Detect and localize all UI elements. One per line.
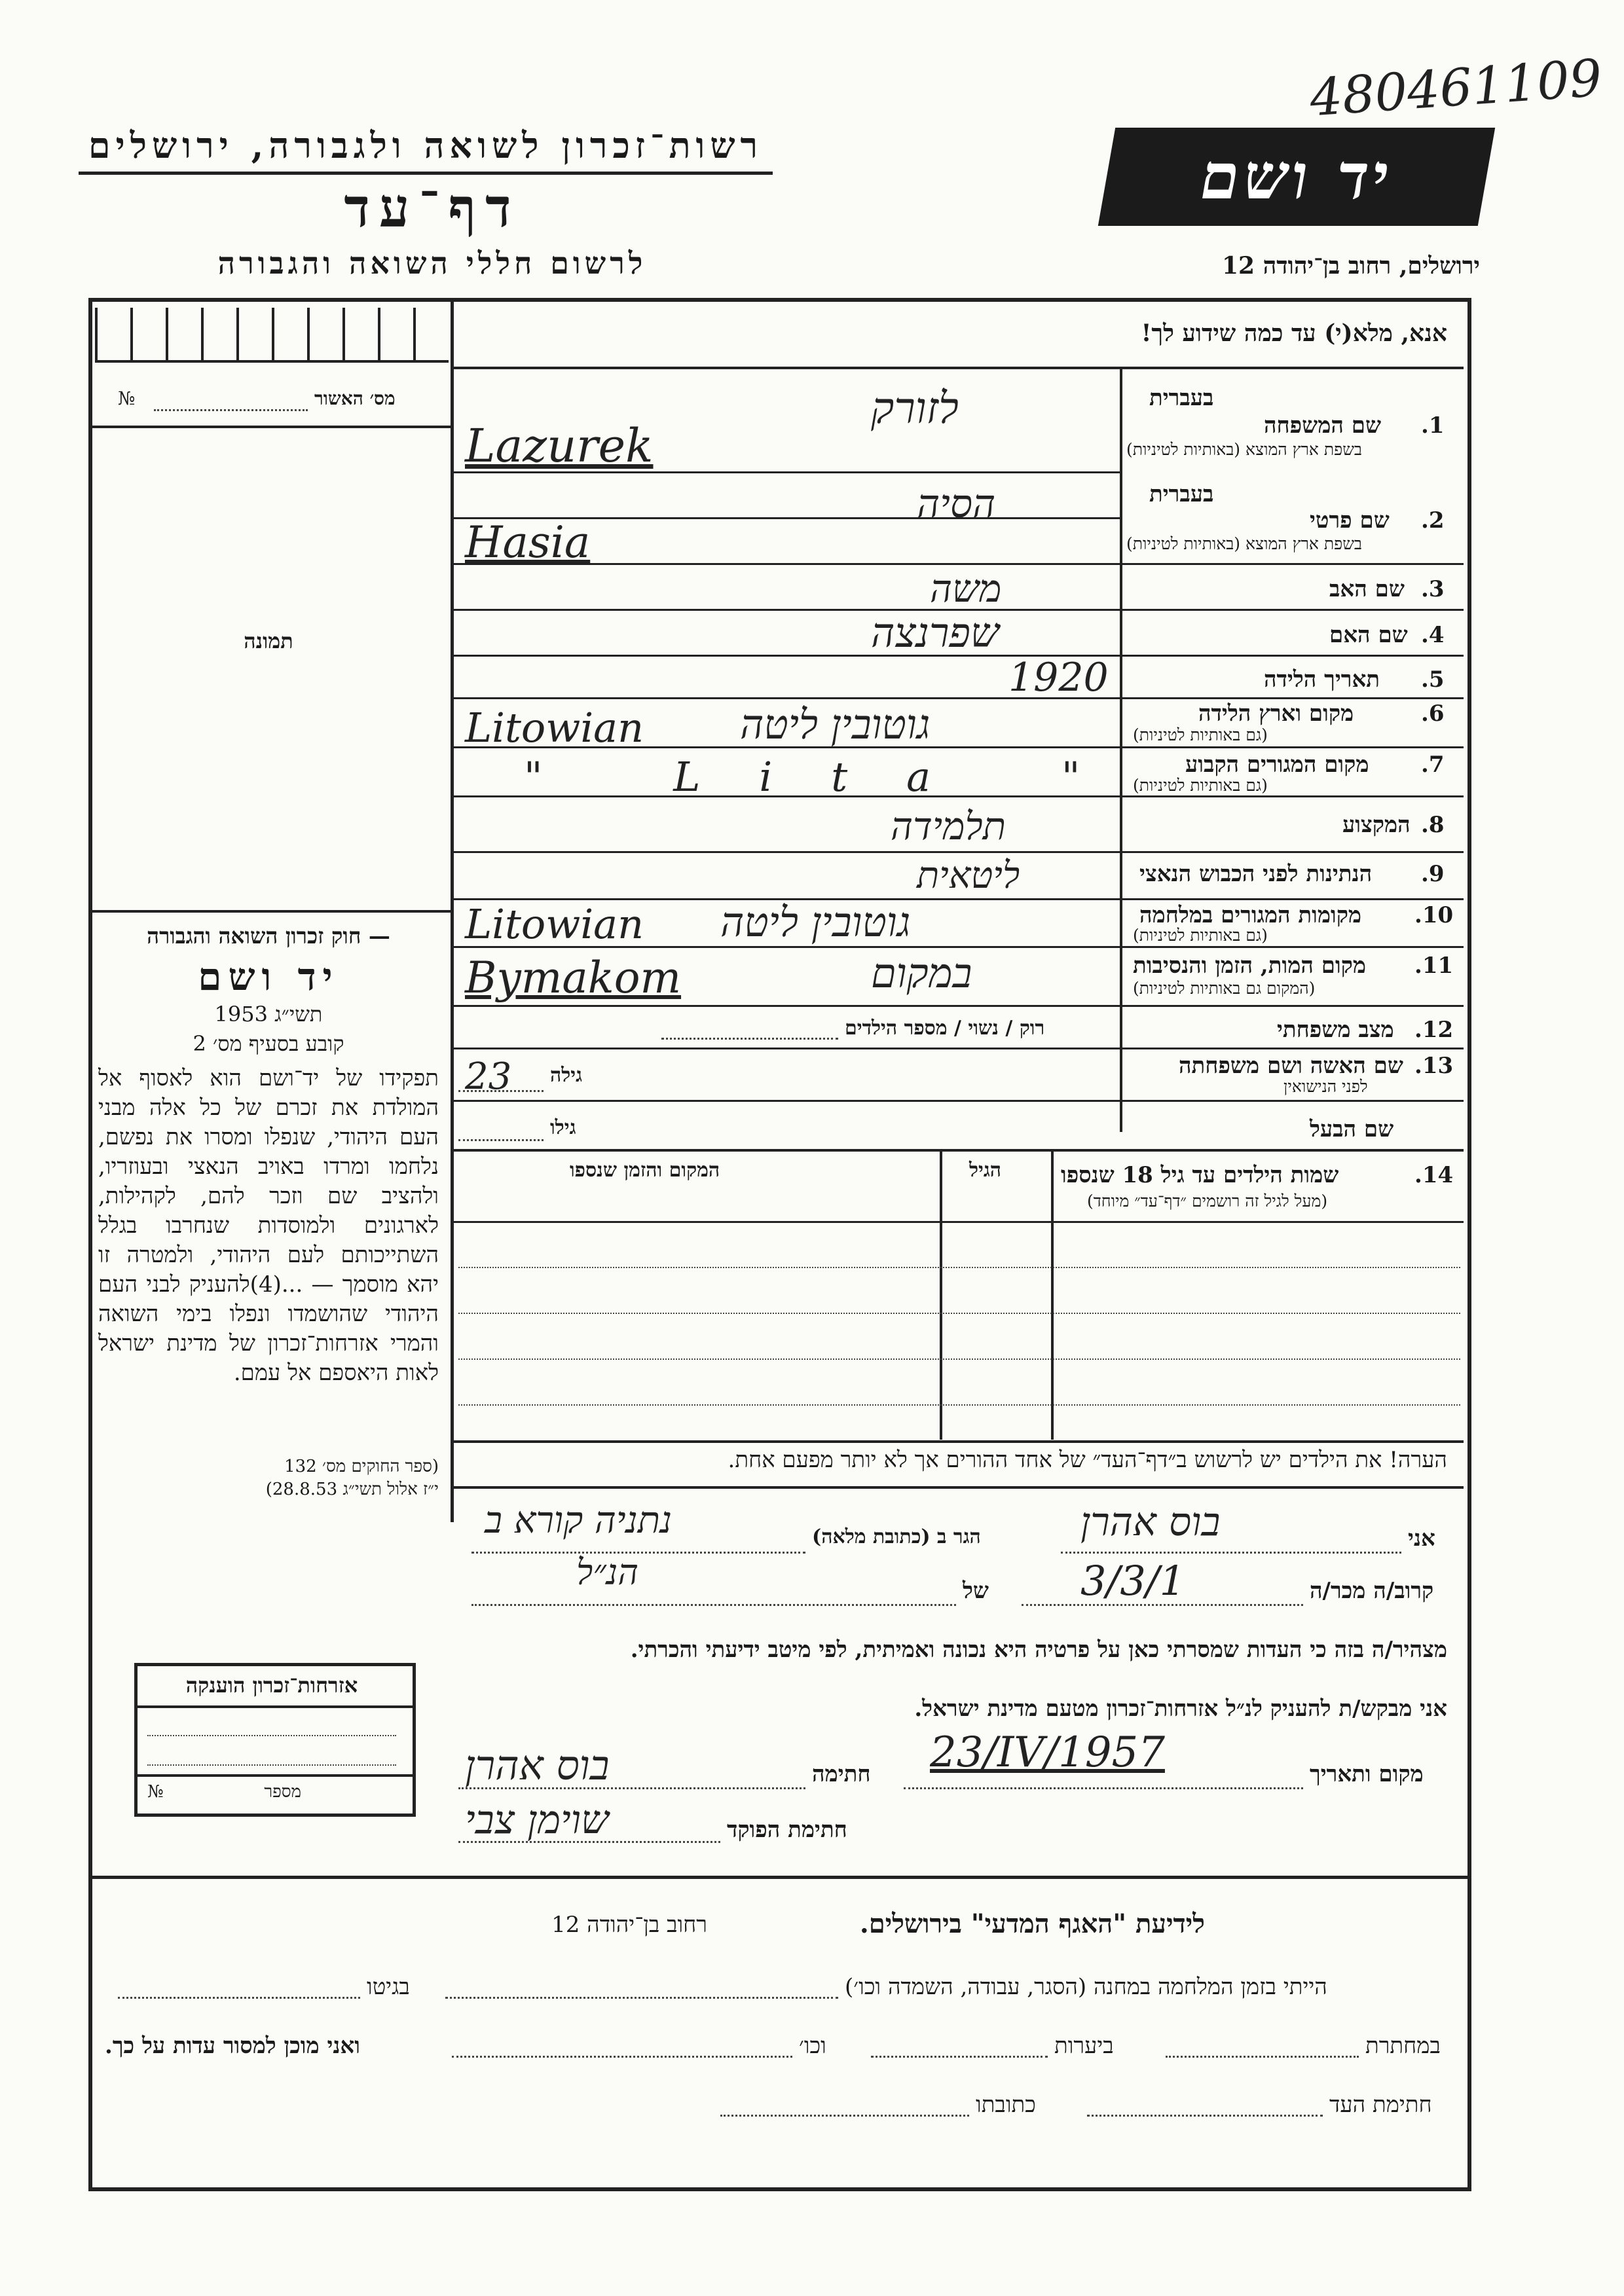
decl-place-date-label: מקום ותאריך bbox=[1310, 1761, 1424, 1787]
field-9-label: הנתינות לפני הכבוש הנאצי bbox=[1139, 861, 1373, 887]
approval-no-label: מס׳ האשור bbox=[314, 388, 396, 409]
field-2-sub: בשפת ארץ המוצא (באותיות לטיניות) bbox=[1126, 534, 1362, 553]
info-line2-b: ביערות bbox=[1054, 2033, 1114, 2059]
field-4-label: שם האם bbox=[1329, 622, 1408, 648]
field-13-sub: לפני הנישואין bbox=[1283, 1077, 1368, 1096]
field-10-sub: (גם באותיות לטיניות) bbox=[1133, 926, 1268, 945]
decl-signature-value: בוס אהרן bbox=[465, 1741, 610, 1789]
decl-lives-label: הגר ב (כתובת מלאה) bbox=[812, 1525, 981, 1548]
law-date: י״ז אלול תשי״ג 28.8.53) bbox=[265, 1480, 439, 1499]
index-boxes bbox=[95, 308, 449, 363]
form-subtitle: לרשום חללי השואה והגבורה bbox=[217, 246, 647, 281]
field-1-value-he: לזורק bbox=[871, 383, 959, 433]
field-2-value-he: הסיה bbox=[917, 481, 996, 527]
decl-signature-label: חתימה bbox=[812, 1761, 871, 1787]
decl-request: אני מבקש/ת להעניק לנ״ל אזרחות־זכרון מטעם מדינת ישראל. bbox=[914, 1696, 1447, 1722]
field-5-label: תאריך הלידה bbox=[1264, 666, 1380, 693]
citizenship-box-title: אזרחות־זכרון הוענקה bbox=[185, 1673, 358, 1698]
field-11-sub: (המקום גם באותיות לטיניות) bbox=[1133, 979, 1316, 998]
field-4-num: 4. bbox=[1421, 622, 1445, 648]
law-ref: (ספר החוקים מס׳ 132 bbox=[284, 1457, 439, 1476]
archive-number: 480461109 bbox=[1308, 48, 1604, 128]
field-9-value: ליטאית bbox=[917, 854, 1020, 897]
field-1-label: שם המשפחה bbox=[1264, 412, 1382, 439]
law-year: תשי״ג 1953 bbox=[214, 1002, 323, 1027]
field-7-label: מקום המגורים הקבוע bbox=[1185, 752, 1369, 778]
field-9-num: 9. bbox=[1421, 861, 1445, 887]
field-11-num: 11. bbox=[1414, 953, 1454, 979]
form-title: דף־עד bbox=[344, 177, 521, 240]
field-10-value-he: גוטובין ליטה bbox=[720, 898, 911, 946]
law-title: — חוק זכרון השואה והגבורה bbox=[147, 923, 390, 949]
field-10-label: מקומות המגורים במלחמה bbox=[1139, 902, 1362, 928]
field-4-value: שפרנצה bbox=[871, 609, 999, 657]
field-8-num: 8. bbox=[1421, 812, 1445, 838]
photo-label: תמונה bbox=[244, 629, 293, 653]
children-col-place: המקום והזמן שנספו bbox=[570, 1159, 720, 1182]
field-6-label: מקום וארץ הלידה bbox=[1198, 701, 1354, 727]
decl-of-label: של bbox=[963, 1578, 989, 1604]
field-7-num: 7. bbox=[1421, 752, 1445, 778]
field-2-label: שם פרטי bbox=[1310, 507, 1390, 534]
citizenship-no-label: מספר bbox=[264, 1782, 301, 1802]
field-12-value: רוק / נשוי / מספר הילדים bbox=[845, 1017, 1045, 1040]
info-line2-d: ואני מוכן למסור עדות על כך. bbox=[105, 2033, 360, 2059]
field-8-value: תלמידה bbox=[891, 804, 1006, 848]
field-2-num: 2. bbox=[1421, 507, 1445, 534]
field-3-label: שם האב bbox=[1329, 576, 1405, 602]
info-line3-b: כתובתו bbox=[976, 2092, 1036, 2118]
field-3-num: 3. bbox=[1421, 576, 1445, 602]
field-13-num: 13. bbox=[1414, 1053, 1454, 1079]
field-13-age-value: 23 bbox=[465, 1055, 512, 1098]
approval-no-mark: № bbox=[118, 388, 136, 409]
decl-officer-label: חתימת הפוקד bbox=[727, 1817, 847, 1843]
field-13-label: שם האשה ושם משפחתה bbox=[1179, 1053, 1403, 1079]
law-name: יד ושם bbox=[198, 955, 339, 999]
field-11-value-latin: Bymakom bbox=[465, 953, 682, 1003]
field-2-value-latin: Hasia bbox=[465, 517, 591, 568]
field-14-num: 14. bbox=[1414, 1162, 1454, 1188]
field-5-value: 1920 bbox=[1008, 655, 1109, 701]
field-1-sub: בשפת ארץ המוצא (באותיות לטיניות) bbox=[1126, 440, 1362, 459]
decl-place-date-value: 23/IV/1957 bbox=[930, 1728, 1165, 1777]
law-text: תפקידו של יד־ושם הוא לאסוף אל המולדת את זכרם של כל אלה מבני העם היהודי, שנפלו ומסרו את נפשם, נלחמו ומרדו באויב הנאצי ובעוזריו, ולהציב שם וזכר להם, לקהילות, לארגונים ולמוסדות שנחרבו בגלל השתייכותם לעם היהודי, ולמטרה זו יהא מוסמך — ...(4)להעניק לבני העם היהודי שהושמדו ונפלו בימי השואה והמרי אזרחות־זכרון של מדינת ישראל לאות היאספם אל עמם. bbox=[98, 1065, 439, 1386]
husband-age-label: גילו bbox=[550, 1116, 576, 1139]
org-line: רשות־זכרון לשואה ולגבורה, ירושלים bbox=[79, 124, 773, 175]
field-14-label: שמות הילדים עד גיל 18 שנספו bbox=[1061, 1162, 1339, 1188]
decl-of-value: הנ״ל bbox=[576, 1552, 638, 1593]
field-5-num: 5. bbox=[1421, 666, 1445, 693]
decl-relative-value: 3/3/1 bbox=[1080, 1557, 1186, 1605]
field-1-tag: בעברית bbox=[1149, 385, 1214, 411]
field-6-value-he: גוטובין ליטה bbox=[740, 701, 931, 748]
decl-i-value: בוס אהרן bbox=[1080, 1499, 1221, 1545]
info-line3-a: חתימת העד bbox=[1329, 2092, 1432, 2118]
info-title: לידיעת "האגף המדעי" בירושלים. bbox=[859, 1908, 1205, 1939]
field-6-value-latin: Litowian bbox=[465, 704, 644, 752]
decl-statement: מצהיר/ה בזה כי העדות שמסרתי כאן על פרטיה היא נכונה ואמיתית, לפי מיטב ידיעתי והכרתי. bbox=[630, 1637, 1447, 1663]
field-7-sub: (גם באותיות לטיניות) bbox=[1133, 776, 1268, 795]
field-2-tag: בעברית bbox=[1149, 481, 1214, 507]
field-11-value-he: במקום bbox=[871, 949, 972, 997]
info-line1-b: בגיטו bbox=[367, 1974, 410, 2000]
field-6-num: 6. bbox=[1421, 701, 1445, 727]
address: ירושלים, רחוב בן־יהודה 12 bbox=[1221, 252, 1480, 280]
children-col-age: הגיל bbox=[969, 1159, 1002, 1182]
citizenship-no-mark: № bbox=[147, 1782, 164, 1802]
field-1-value-latin: Lazurek bbox=[465, 419, 654, 473]
field-7-value: " Lita " bbox=[524, 753, 1139, 801]
note: הערה! את הילדים יש לרשוש ב״דף־העד״ של אחד ההורים אך לא יותר מפעם אחת. bbox=[728, 1447, 1447, 1473]
info-line2-a: במחתרת bbox=[1365, 2033, 1441, 2059]
field-11-label: מקום המות, הזמן והנסיבות bbox=[1133, 953, 1367, 979]
decl-lives-value: נתניה קורא ב bbox=[485, 1499, 673, 1542]
field-12-label: מצב משפחתי bbox=[1277, 1017, 1394, 1043]
field-13-age-label: גילה bbox=[550, 1064, 583, 1087]
yad-vashem-logo: יד ושם bbox=[1098, 128, 1495, 226]
field-6-sub: (גם באותיות לטיניות) bbox=[1133, 725, 1268, 744]
field-3-value: משה bbox=[930, 566, 1002, 611]
field-8-label: המקצוע bbox=[1342, 812, 1411, 838]
decl-relative-label: קרוב/ה מכר/ה bbox=[1310, 1578, 1434, 1604]
field-14-sub: (מעל לגיל זה רושמים ״דף־עד״ מיוחד) bbox=[1087, 1192, 1328, 1211]
decl-officer-value: שוימן צבי bbox=[465, 1797, 609, 1843]
info-line2-c: וכו׳ bbox=[799, 2033, 826, 2059]
instruction: אנא, מלא(י) עד כמה שידוע לך! bbox=[1141, 319, 1447, 347]
decl-i-label: אני bbox=[1408, 1525, 1435, 1552]
field-12-num: 12. bbox=[1414, 1017, 1454, 1043]
law-clause: קובע בסעיף מס׳ 2 bbox=[193, 1031, 344, 1056]
field-1-num: 1. bbox=[1421, 412, 1445, 439]
husband-label: שם הבעל bbox=[1310, 1116, 1394, 1142]
info-address: רחוב בן־יהודה 12 bbox=[551, 1912, 707, 1938]
field-10-value-latin: Litowian bbox=[465, 900, 644, 948]
info-line1-a: הייתי בזמן המלחמה במחנה (הסגר, עבודה, השמדה וכו׳) bbox=[845, 1974, 1327, 2000]
field-10-num: 10. bbox=[1414, 902, 1454, 928]
